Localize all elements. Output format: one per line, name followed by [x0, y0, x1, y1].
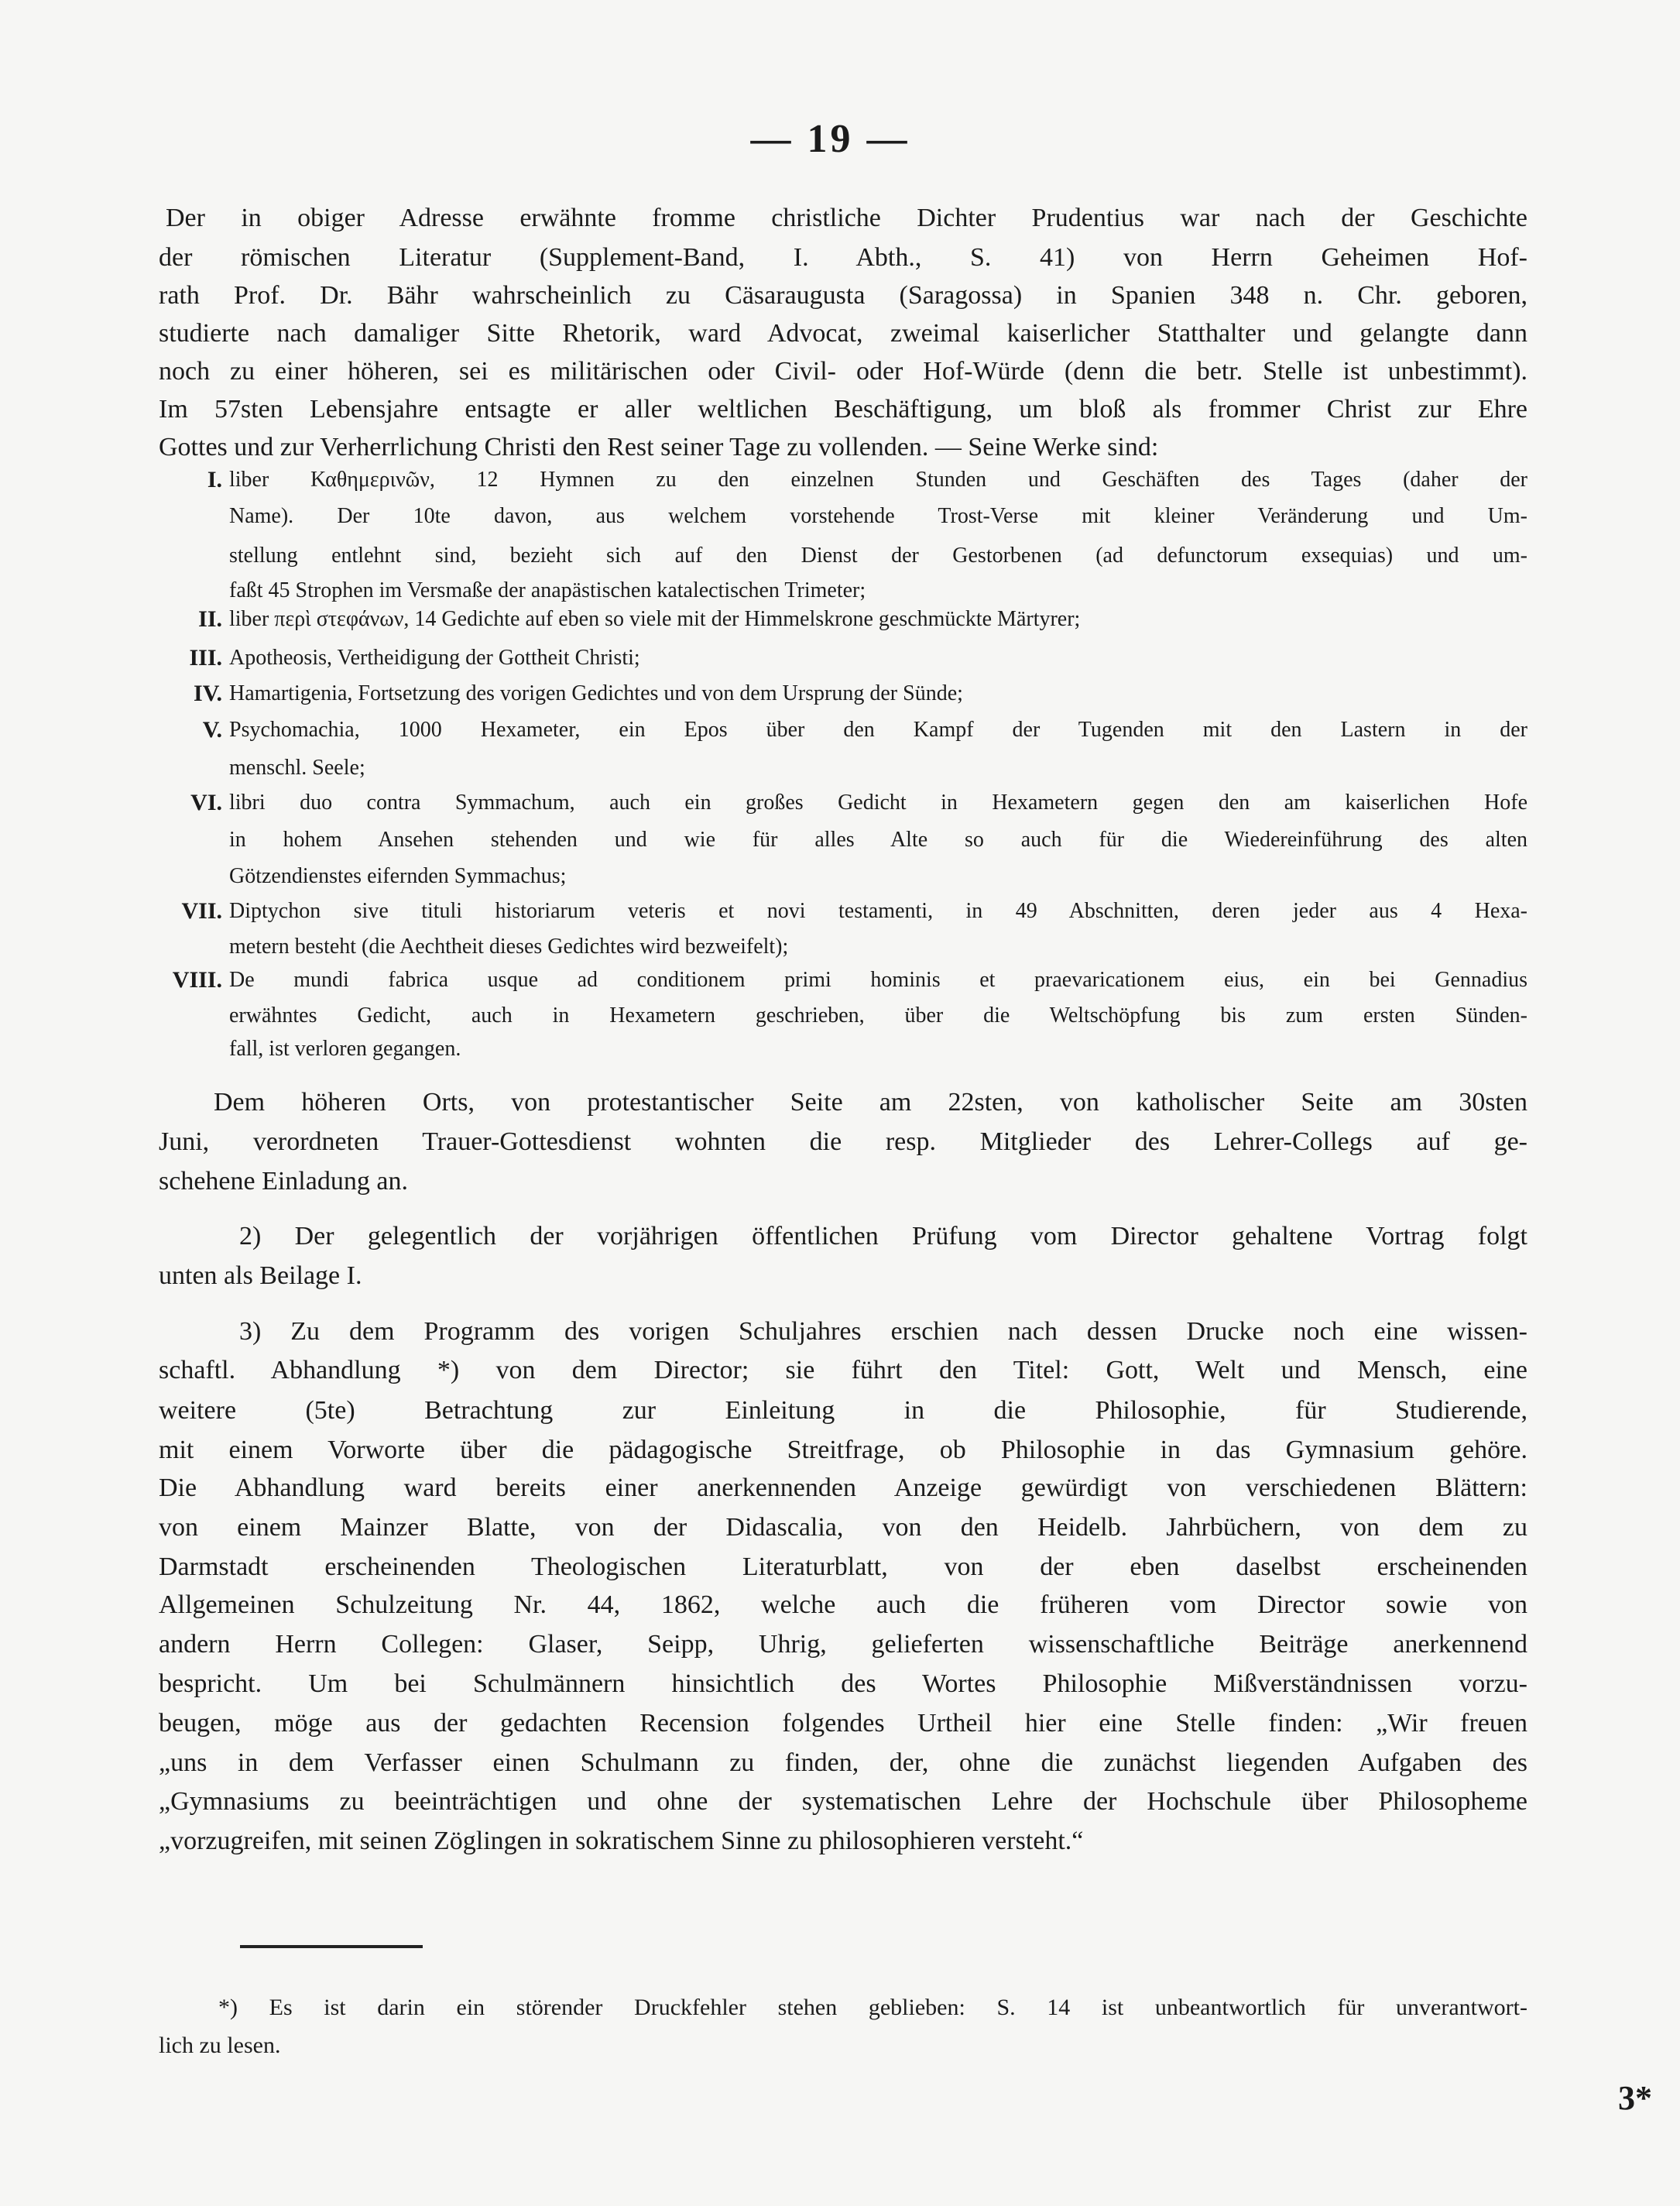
section-3-line: andern Herrn Collegen: Glaser, Seipp, Uhrig, gelieferten wissenschaftliche Beiträge anerkennend [159, 1630, 1527, 1659]
service-paragraph-line: Juni, verordneten Trauer-Gottesdienst wohnten die resp. Mitglieder des Lehrer-Collegs auf ge- [159, 1127, 1527, 1156]
footnote-separator [240, 1945, 423, 1948]
section-3-line: beugen, möge aus der gedachten Recension folgendes Urtheil hier eine Stelle finden: „Wir freuen [159, 1709, 1527, 1738]
service-paragraph-line: schehene Einladung an. [159, 1167, 408, 1196]
work-list-item-line: faßt 45 Strophen im Versmaße der anapästischen katalectischen Trimeter; [229, 578, 866, 602]
section-3-line: Darmstadt erscheinenden Theologischen Literaturblatt, von der eben daselbst erscheinenden [159, 1552, 1527, 1581]
work-numeral: IV. [194, 681, 222, 706]
section-3-line: schaftl. Abhandlung *) von dem Director; sie führt den Titel: Gott, Welt und Mensch, eine [159, 1356, 1527, 1384]
work-list-item-line: liber περὶ στεφάνων, 14 Gedichte auf eben so viele mit der Himmelskrone geschmückte Märtyrer; [229, 607, 1081, 631]
work-list-item-line: Diptychon sive tituli historiarum veteris et novi testamenti, in 49 Abschnitten, deren jeder aus 4 Hexa- [229, 899, 1527, 923]
work-list-item-line: erwähntes Gedicht, auch in Hexametern geschrieben, über die Weltschöpfung bis zum ersten Sünden- [229, 1004, 1527, 1028]
work-numeral: VI. [190, 790, 222, 815]
work-list-item-line: stellung entlehnt sind, bezieht sich auf den Dienst der Gestorbenen (ad defunctorum exsequias) und um- [229, 544, 1527, 568]
work-numeral: I. [207, 467, 222, 492]
section-3-line: „Gymnasiums zu beeinträchtigen und ohne der systematischen Lehre der Hochschule über Philosopheme [159, 1787, 1527, 1816]
intro-paragraph-line: studierte nach damaliger Sitte Rhetorik, ward Advocat, zweimal kaiserlicher Statthalter und gelangte dann [159, 319, 1527, 348]
section-3-line: 3) Zu dem Programm des vorigen Schuljahres erschien nach dessen Drucke noch eine wissen- [239, 1317, 1527, 1346]
work-numeral: VII. [181, 898, 222, 924]
work-list-item-line: libri duo contra Symmachum, auch ein großes Gedicht in Hexametern gegen den am kaiserlichen Hofe [229, 791, 1527, 815]
work-list-item-line: in hohem Ansehen stehenden und wie für alles Alte so auch für die Wiedereinführung des alten [229, 828, 1527, 852]
work-list-item-line: metern besteht (die Aechtheit dieses Gedichtes wird bezweifelt); [229, 935, 789, 959]
intro-paragraph-line: noch zu einer höheren, sei es militärischen oder Civil- oder Hof-Würde (denn die betr. Stelle ist unbestimmt). [159, 357, 1527, 386]
section-3-line: weitere (5te) Betrachtung zur Einleitung in die Philosophie, für Studierende, [159, 1396, 1527, 1425]
intro-paragraph-line: Im 57sten Lebensjahre entsagte er aller weltlichen Beschäftigung, um bloß als frommer Christ zur Ehre [159, 395, 1527, 424]
section-3-line: „uns in dem Verfasser einen Schulmann zu finden, der, ohne die zunächst liegenden Aufgaben des [159, 1748, 1527, 1777]
work-list-item-line: Hamartigenia, Fortsetzung des vorigen Gedichtes und von dem Ursprung der Sünde; [229, 681, 963, 705]
section-3-line: Die Abhandlung ward bereits einer anerkennenden Anzeige gewürdigt von verschiedenen Blättern: [159, 1474, 1527, 1502]
section-3-line: Allgemeinen Schulzeitung Nr. 44, 1862, welche auch die früheren vom Director sowie von [159, 1590, 1527, 1619]
section-3-line: von einem Mainzer Blatte, von der Didascalia, von den Heidelb. Jahrbüchern, von dem zu [159, 1513, 1527, 1542]
footnote-line: *) Es ist darin ein störender Druckfehler stehen geblieben: S. 14 ist unbeantwortlich für unverantwort- [218, 1995, 1527, 2020]
work-list-item-line: menschl. Seele; [229, 756, 365, 780]
section-3-line: mit einem Vorworte über die pädagogische Streitfrage, ob Philosophie in das Gymnasium gehöre. [159, 1436, 1527, 1464]
signature-mark: 3* [1618, 2079, 1652, 2117]
service-paragraph-line: Dem höheren Orts, von protestantischer Seite am 22sten, von katholischer Seite am 30sten [214, 1088, 1527, 1117]
work-list-item-line: fall, ist verloren gegangen. [229, 1037, 461, 1061]
work-numeral: V. [202, 717, 222, 743]
work-list-item-line: Psychomachia, 1000 Hexameter, ein Epos über den Kampf der Tugenden mit den Lastern in der [229, 718, 1527, 742]
work-numeral: VIII. [172, 967, 222, 993]
intro-paragraph-line: Gottes und zur Verherrlichung Christi den Rest seiner Tage zu vollenden. — Seine Werke sind: [159, 433, 1159, 461]
section-2-line: unten als Beilage I. [159, 1261, 362, 1290]
work-list-item-line: liber Καθημερινῶν, 12 Hymnen zu den einzelnen Stunden und Geschäften des Tages (daher der [229, 468, 1527, 492]
work-list-item-line: Name). Der 10te davon, aus welchem vorstehende Trost-Verse mit kleiner Veränderung und Um- [229, 504, 1527, 528]
work-list-item-line: De mundi fabrica usque ad conditionem primi hominis et praevaricationem eius, ein bei Gennadius [229, 968, 1527, 992]
intro-paragraph-line: Der in obiger Adresse erwähnte fromme christliche Dichter Prudentius war nach der Geschichte [166, 204, 1527, 232]
intro-paragraph-line: der römischen Literatur (Supplement-Band, I. Abth., S. 41) von Herrn Geheimen Hof- [159, 243, 1527, 272]
footnote-line: lich zu lesen. [159, 2033, 281, 2058]
work-numeral: II. [198, 606, 222, 632]
work-list-item-line: Apotheosis, Vertheidigung der Gottheit Christi; [229, 646, 640, 670]
work-list-item-line: Götzendienstes eifernden Symmachus; [229, 864, 567, 888]
section-2-line: 2) Der gelegentlich der vorjährigen öffentlichen Prüfung vom Director gehaltene Vortrag folgt [239, 1222, 1527, 1251]
section-3-line: „vorzugreifen, mit seinen Zöglingen in sokratischem Sinne zu philosophieren versteht.“ [159, 1827, 1084, 1855]
work-numeral: III. [189, 645, 222, 671]
section-3-line: bespricht. Um bei Schulmännern hinsichtlich des Wortes Philosophie Mißverständnissen vorzu- [159, 1669, 1527, 1698]
intro-paragraph-line: rath Prof. Dr. Bähr wahrscheinlich zu Cäsaraugusta (Saragossa) in Spanien 348 n. Chr. geboren, [159, 281, 1527, 310]
page-number: — 19 — [750, 117, 910, 161]
